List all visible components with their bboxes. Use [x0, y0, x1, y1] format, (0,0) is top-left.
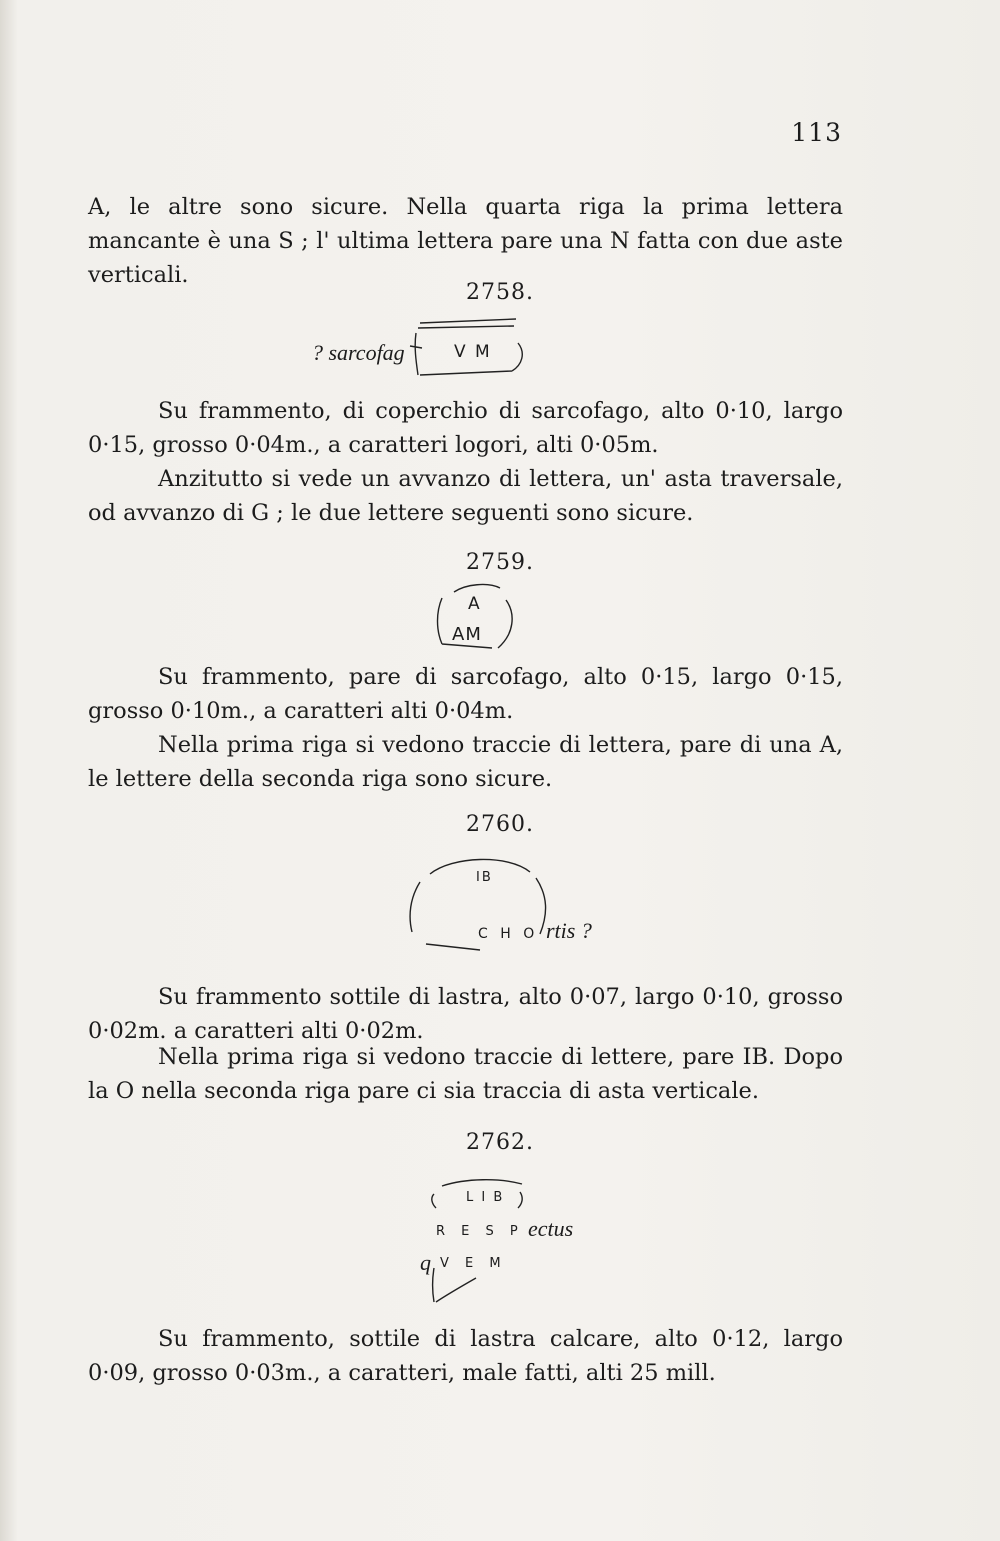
inscription-2762-line3: V E M — [440, 1256, 507, 1271]
description-2758: Su frammento, di coperchio di sarcofago, alto 0·10, largo 0·15, grosso 0·04m., a caratteri logori, alti 0·05m. — [88, 398, 843, 458]
note-2759: Nella prima riga si vedono traccie di lettera, pare di una A, le lettere della seconda riga sono sicure. — [88, 732, 843, 792]
inscription-2759-line2: AM — [452, 624, 482, 645]
intro-paragraph: A, le altre sono sicure. Nella quarta riga la prima lettera mancante è una S ; l' ultima lettera pare una N fatta con due aste verticali. — [88, 194, 843, 288]
description-2759: Su frammento, pare di sarcofago, alto 0·15, largo 0·15, grosso 0·10m., a caratteri alti 0·04m. — [88, 664, 843, 724]
inscription-2762-line2-suffix: ectus — [528, 1216, 574, 1241]
inscription-2762-line3-prefix: q — [420, 1250, 431, 1275]
entry-number-2762: 2762. — [466, 1130, 534, 1155]
note-2758: Anzitutto si vede un avvanzo di lettera, un' asta traversale, od avvanzo di G ; le due lettere seguenti sono sicure. — [88, 466, 843, 526]
description-2760: Su frammento sottile di lastra, alto 0·07, largo 0·10, grosso 0·02m. a caratteri alti 0·02m. — [88, 984, 843, 1044]
entry-number-2758: 2758. — [466, 280, 534, 305]
entry-number-2759: 2759. — [466, 550, 534, 575]
inscription-2758-prefix: ? sarcofag — [312, 340, 405, 365]
note-2760: Nella prima riga si vedono traccie di lettere, pare IB. Dopo la O nella seconda riga pare ci sia traccia di asta verticale. — [88, 1044, 843, 1104]
inscription-2762-line1: L I B — [466, 1190, 505, 1205]
entry-number-2760: 2760. — [466, 812, 534, 837]
inscription-2762-line2: R E S P — [436, 1224, 524, 1239]
inscription-2760-suffix: rtis ? — [546, 918, 592, 943]
inscription-2760-line1: IB — [476, 870, 493, 885]
inscription-2759-line1: A — [468, 594, 482, 614]
fragment-outline-2760 — [400, 852, 560, 962]
inscription-2760-line2: C H O — [478, 926, 539, 942]
page-number: 113 — [791, 118, 842, 147]
inscription-2758-line1: V M — [454, 342, 492, 362]
description-2762: Su frammento, sottile di lastra calcare, alto 0·12, largo 0·09, grosso 0·03m., a caratteri, male fatti, alti 25 mill. — [88, 1326, 843, 1386]
